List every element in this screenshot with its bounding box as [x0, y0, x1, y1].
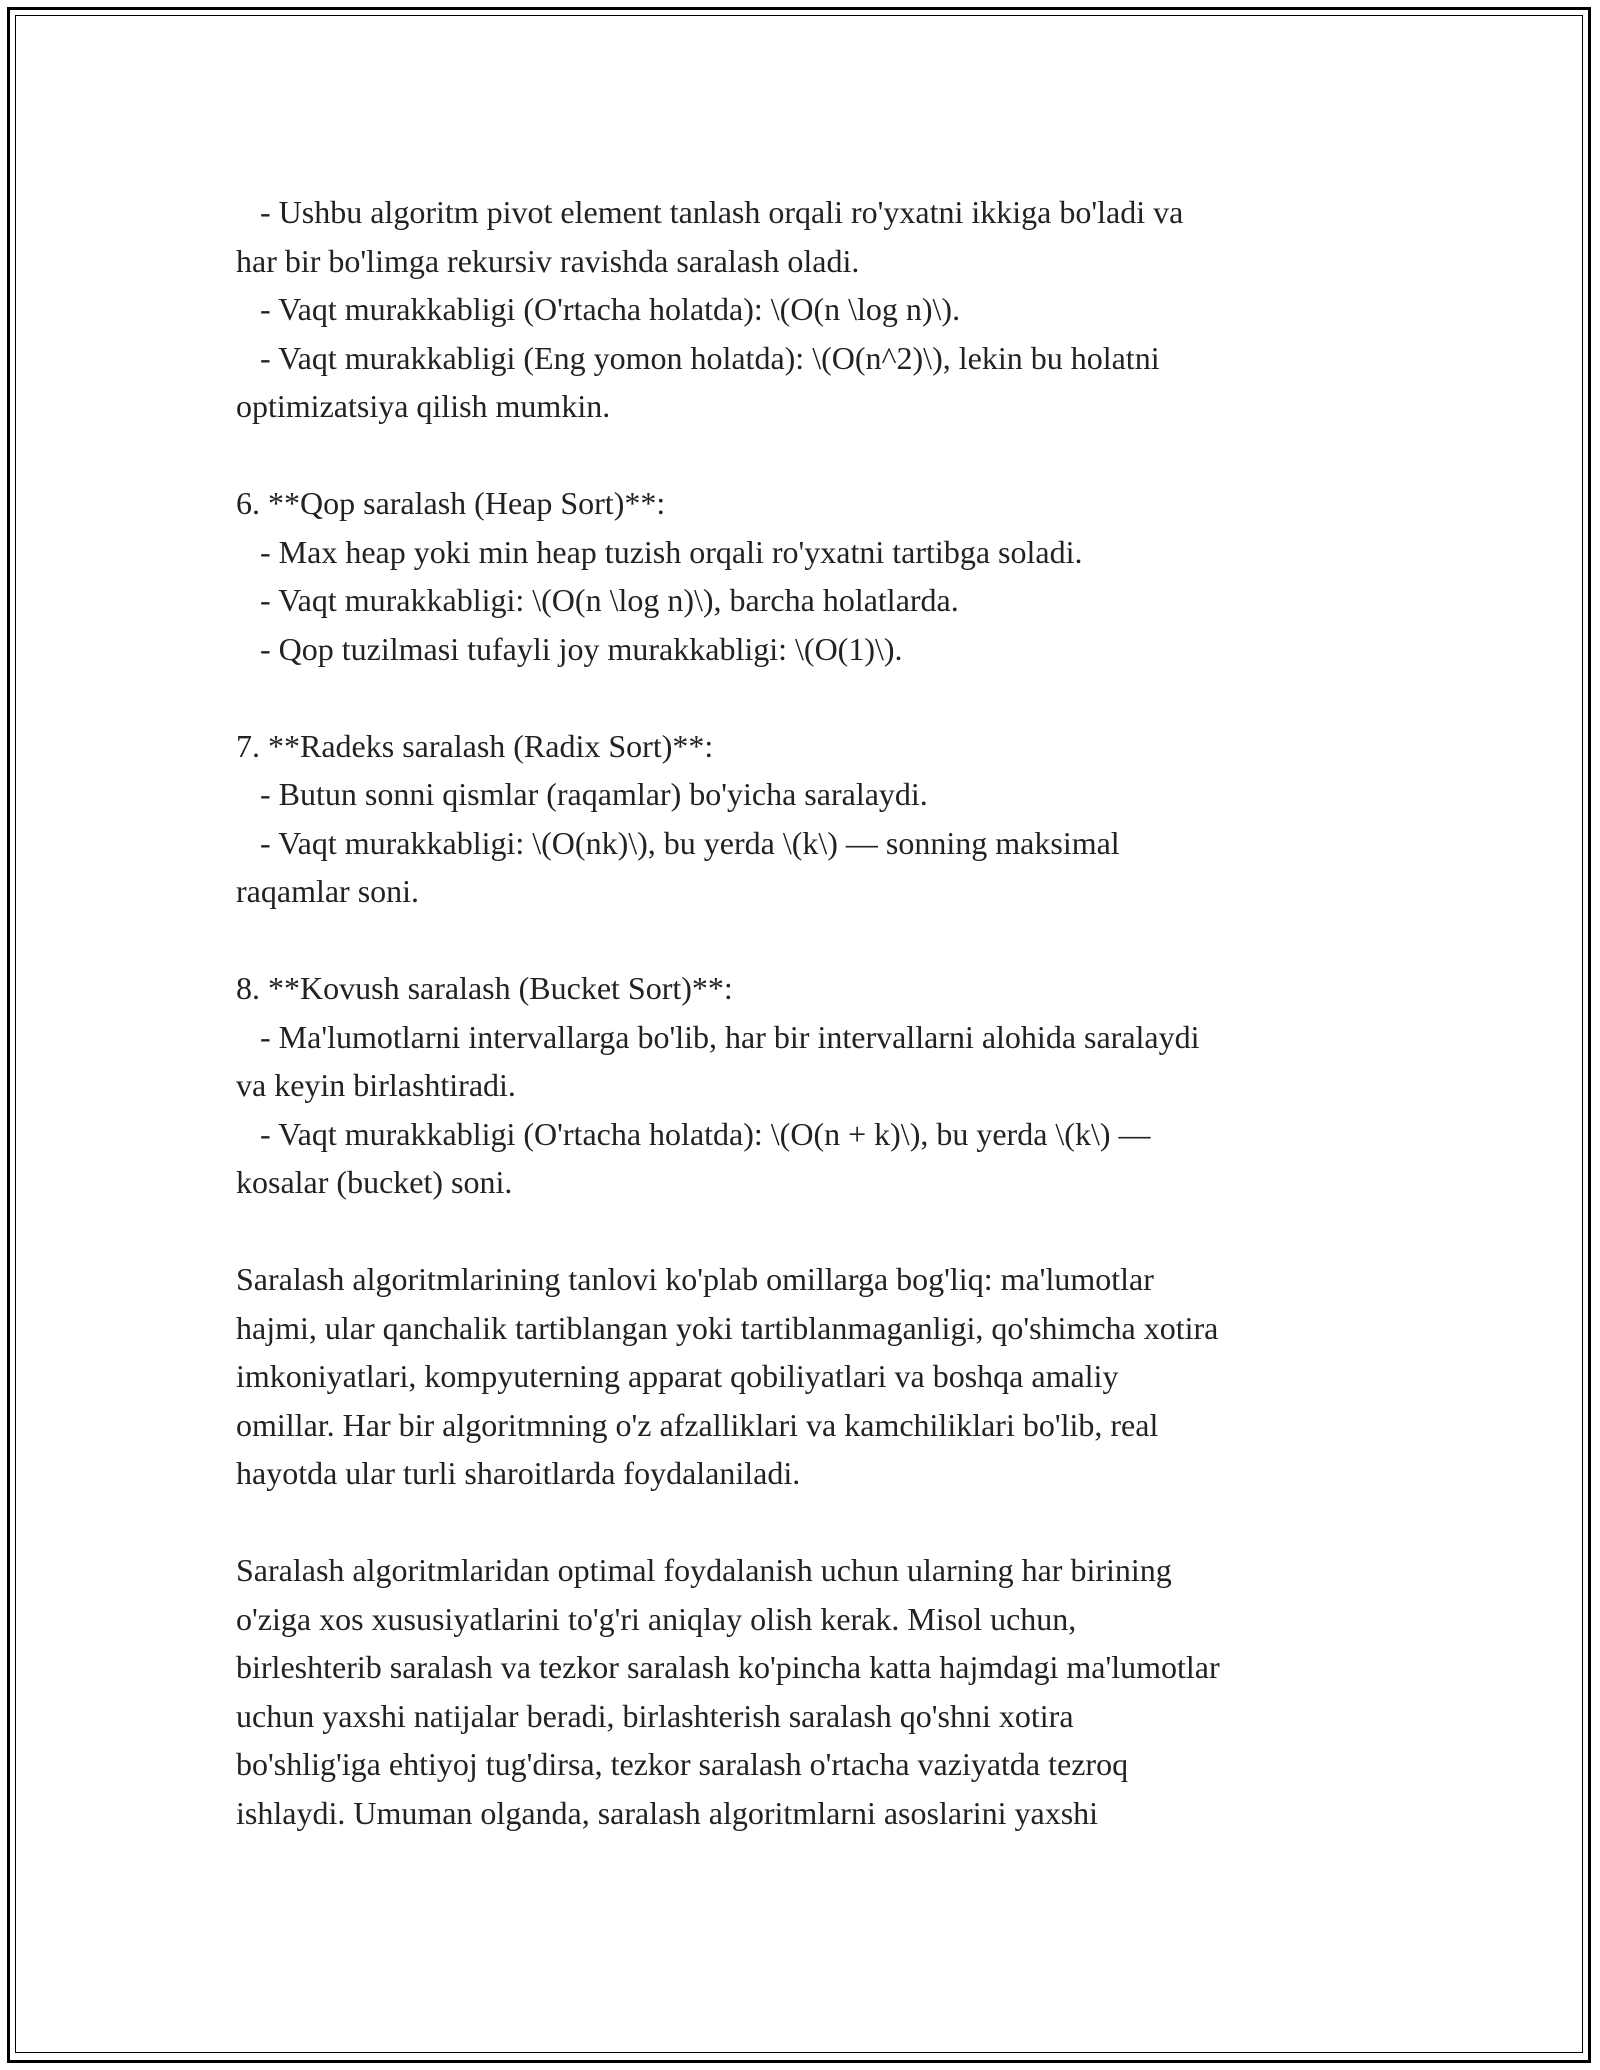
text-line: bo'shlig'iga ehtiyoj tug'dirsa, tezkor saralash o'rtacha vaziyatda tezroq [236, 1746, 1129, 1782]
text-line: - Max heap yoki min heap tuzish orqali ro'yxatni tartibga soladi. [236, 533, 1083, 570]
section-heading: 6. **Qop saralash (Heap Sort)**: [236, 485, 666, 521]
text-line: imkoniyatlari, kompyuterning apparat qobiliyatlari va boshqa amaliy [236, 1358, 1119, 1394]
text-line: - Qop tuzilmasi tufayli joy murakkabligi: \(O(1)\). [236, 630, 903, 667]
text-line: kosalar (bucket) soni. [236, 1164, 513, 1200]
paragraph-spacer [236, 431, 1416, 480]
paragraph-spacer [236, 1498, 1416, 1547]
text-line: - Ushbu algoritm pivot element tanlash orqali ro'yxatni ikkiga bo'ladi va [236, 194, 1184, 230]
text-line: Saralash algoritmlarining tanlovi ko'plab omillarga bog'liq: ma'lumotlar [236, 1261, 1154, 1297]
text-line: har bir bo'limga rekursiv ravishda saralash oladi. [236, 242, 860, 279]
radix-sort-section [236, 722, 1416, 916]
document-body [236, 188, 1416, 1837]
text-line: - Ma'lumotlarni intervallarga bo'lib, har bir intervallarni alohida saralaydi [236, 1018, 1200, 1055]
text-line: ishlaydi. Umuman olganda, saralash algoritmlarni asoslarini yaxshi [236, 1794, 1099, 1831]
text-line: optimizatsiya qilish mumkin. [236, 388, 611, 424]
text-line: Saralash algoritmlaridan optimal foydalanish uchun ularning har birining [236, 1552, 1172, 1588]
text-line: hayotda ular turli sharoitlarda foydalaniladi. [236, 1455, 801, 1491]
text-line: o'ziga xos xususiyatlarini to'g'ri aniqlay olish kerak. Misol uchun, [236, 1600, 1077, 1637]
heap-sort-section [236, 479, 1416, 673]
text-line: - Vaqt murakkabligi: \(O(n \log n)\), barcha holatlarda. [236, 582, 959, 618]
paragraph-spacer [236, 916, 1416, 965]
summary-paragraph-1 [236, 1255, 1416, 1498]
text-line: - Vaqt murakkabligi (Eng yomon holatda): \(O(n^2)\), lekin bu holatni [236, 339, 1160, 376]
text-line: uchun yaxshi natijalar beradi, birlashterish saralash qo'shni xotira [236, 1697, 1074, 1734]
text-line: birleshterib saralash va tezkor saralash ko'pincha katta hajmdagi ma'lumotlar [236, 1649, 1220, 1685]
text-line: raqamlar soni. [236, 873, 420, 909]
text-line: - Vaqt murakkabligi (O'rtacha holatda): \(O(n \log n)\). [236, 291, 961, 327]
quick-sort-continuation [236, 188, 1416, 431]
bucket-sort-section [236, 964, 1416, 1207]
text-line: - Butun sonni qismlar (raqamlar) bo'yicha saralaydi. [236, 776, 928, 812]
text-line: va keyin birlashtiradi. [236, 1067, 516, 1103]
text-line: hajmi, ular qanchalik tartiblangan yoki tartiblanmaganligi, qo'shimcha xotira [236, 1309, 1219, 1346]
text-line: - Vaqt murakkabligi (O'rtacha holatda): \(O(n + k)\), bu yerda \(k\) — [236, 1115, 1151, 1152]
summary-paragraph-2 [236, 1546, 1416, 1837]
text-line: - Vaqt murakkabligi: \(O(nk)\), bu yerda \(k\) — sonning maksimal [236, 824, 1120, 861]
section-heading: 8. **Kovush saralash (Bucket Sort)**: [236, 970, 733, 1006]
paragraph-spacer [236, 1207, 1416, 1256]
text-line: omillar. Har bir algoritmning o'z afzalliklari va kamchiliklari bo'lib, real [236, 1406, 1159, 1443]
section-heading: 7. **Radeks saralash (Radix Sort)**: [236, 727, 714, 764]
paragraph-spacer [236, 673, 1416, 722]
